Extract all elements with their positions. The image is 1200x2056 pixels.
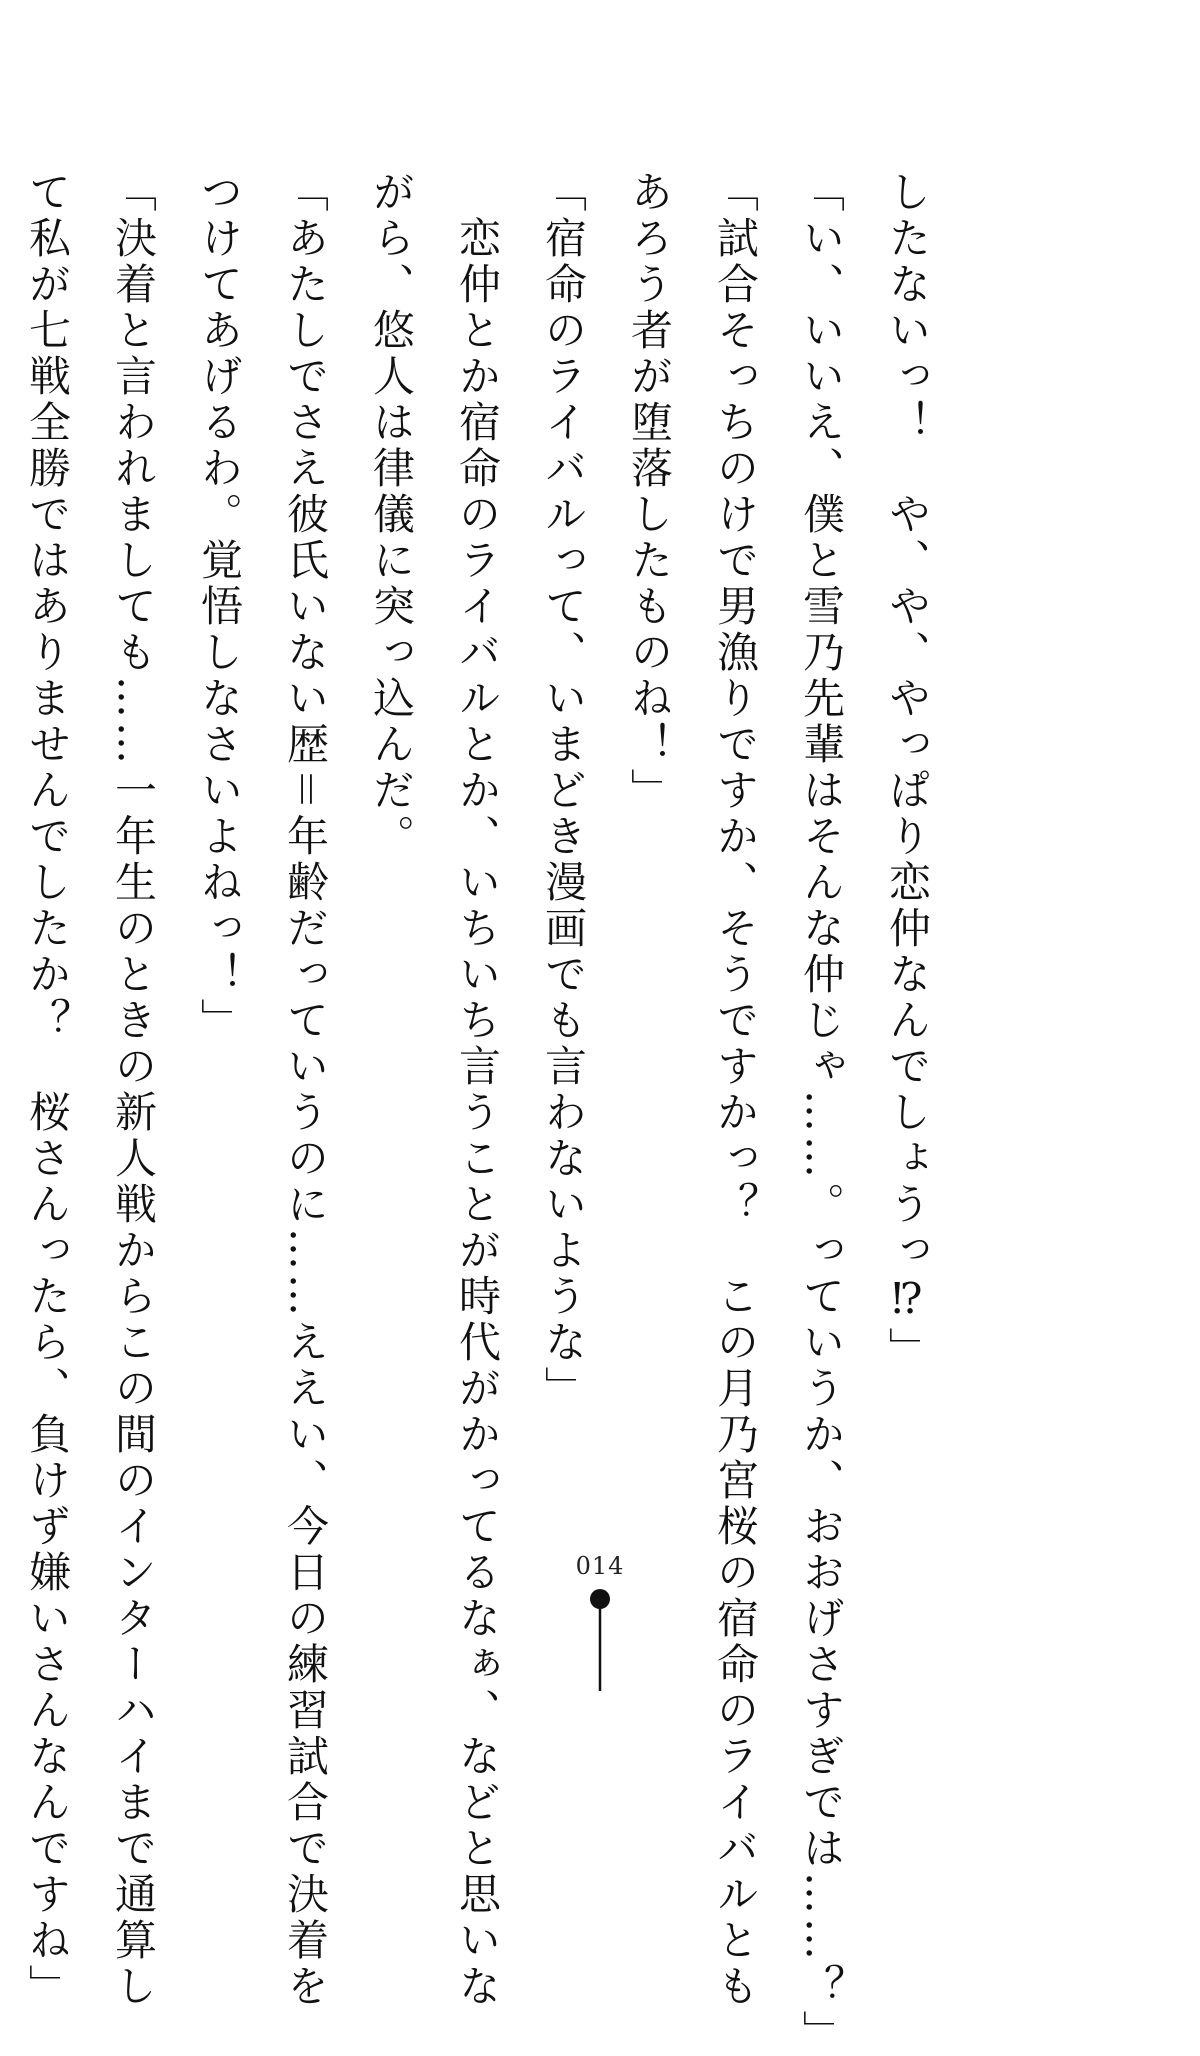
text-line-6: 恋仲とか宿命のライバルとか、いちいち言うことが時代がかってるなぁ、などと思いな	[453, 170, 502, 2010]
text-line-10: 「決着と言われましても……一年生のときの新人戦からこの間のインターハイまで通算し	[109, 170, 158, 2010]
text-line-11: て私が七戦全勝ではありませんでしたか？ 桜さんったら、負けず嫌いさんなんですね」	[23, 170, 72, 2010]
text-line-7: がら、悠人は律儀に突っ込んだ。	[367, 170, 416, 860]
text-line-2: 「い、いいえ、僕と雪乃先輩はそんな仲じゃ……。っていうか、おおげさすぎでは……？」	[797, 170, 846, 2056]
text-line-9: つけてあげるわ。覚悟しなさいよねっ！」	[195, 170, 244, 1044]
text-line-12	[0, 170, 4, 1540]
page-ornament-icon	[578, 1588, 622, 1691]
text-line-1: したないっ！ や、や、やっぱり恋仲なんでしょうっ⁉︎」	[883, 170, 932, 1373]
text-line-4: あろう者が堕落したものね！」	[625, 170, 674, 814]
text-line-5: 「宿命のライバルって、いまどき漫画でも言わないような」	[539, 170, 588, 1412]
text-line-3: 「試合そっちのけで男漁りですか、そうですかっ？ この月乃宮桜の宿命のライバルとも	[711, 170, 760, 2010]
page-number: 014	[575, 1552, 625, 1580]
text-line-8: 「あたしでさえ彼氏いない歴＝年齢だっていうのに……ええい、今日の練習試合で決着を	[281, 170, 330, 2010]
